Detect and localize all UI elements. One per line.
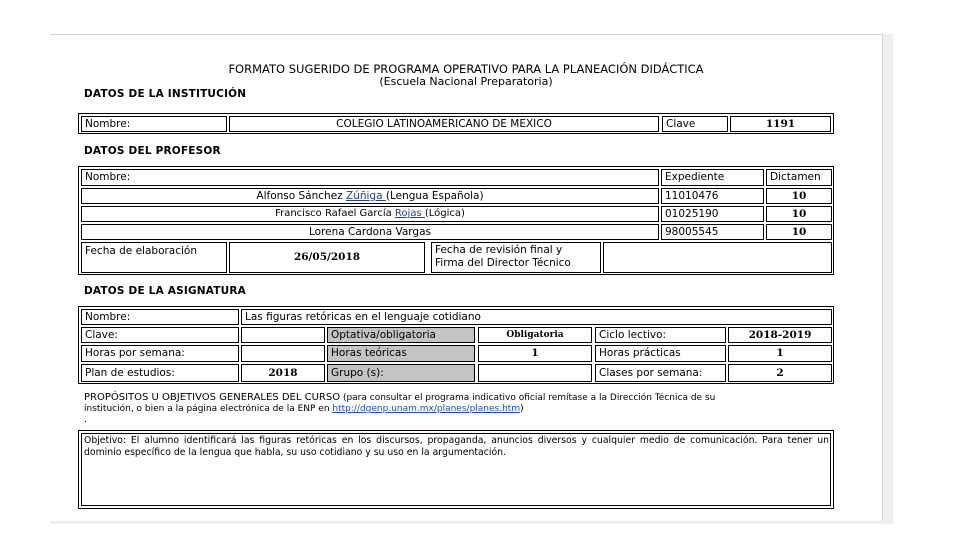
- institucion-nombre-value: COLEGIO LATINOAMERICANO DE MEXICO: [229, 116, 659, 132]
- profesor-name-underlined: Rojas: [394, 208, 425, 219]
- document-title: FORMATO SUGERIDO DE PROGRAMA OPERATIVO PARA LA PLANEACIÓN DIDÁCTICA: [228, 62, 704, 76]
- propositos-note-2: institución, o bien a la página electrónica de la ENP en: [84, 404, 333, 414]
- propositos-heading: PROPÓSITOS U OBJETIVOS GENERALES DEL CURSO: [84, 392, 341, 403]
- institucion-clave-value: 1191: [730, 116, 831, 132]
- profesor-row-expediente: 01025190: [661, 206, 764, 222]
- profesor-row-dictamen: 10: [766, 188, 832, 204]
- asignatura-nombre-value: Las figuras retóricas en el lenguaje cotidiano: [241, 309, 832, 325]
- document-page: [50, 34, 883, 521]
- document-subtitle: (Escuela Nacional Preparatoria): [379, 75, 553, 88]
- profesor-row-name: [81, 206, 659, 222]
- asignatura-horas-teoricas-value: 1: [478, 345, 592, 362]
- propositos-note-end: ): [520, 404, 524, 414]
- objetivo-text: Objetivo: El alumno identificará las figuras retóricas en los discursos, propaganda, anuncios diversos y cualquier medio de comunicación. Para tener un dominio específico de la lengua que habla, su uso cotidiano y su uso en la argumentación.: [84, 435, 829, 458]
- profesor-fecha-elaboracion-value: 26/05/2018: [229, 242, 425, 273]
- asignatura-grupo-label: Grupo (s):: [327, 364, 475, 382]
- profesor-name-subject: (Lengua Española): [385, 190, 484, 202]
- institucion-nombre-label: Nombre:: [81, 116, 227, 132]
- section-institucion-heading: DATOS DE LA INSTITUCIÓN: [84, 88, 247, 100]
- profesor-firma-cell: [603, 242, 832, 273]
- propositos-note-1: (para consultar el programa indicativo oficial remítase a la Dirección Técnica de su: [340, 393, 716, 403]
- section-asignatura-heading: DATOS DE LA ASIGNATURA: [84, 285, 246, 297]
- profesor-name-part: Lorena Cardona Vargas: [309, 226, 431, 238]
- asignatura-clases-label: Clases por semana:: [595, 364, 726, 382]
- institucion-clave-label: Clave: [662, 116, 728, 132]
- page-shadow-right: [883, 34, 893, 524]
- asignatura-clave-value: [241, 327, 325, 343]
- profesor-row-dictamen: 10: [766, 224, 832, 240]
- asignatura-horas-semana-label: Horas por semana:: [81, 345, 239, 362]
- profesor-row-name: [81, 224, 659, 240]
- asignatura-ciclo-value: 2018-2019: [728, 327, 832, 343]
- asignatura-horas-teoricas-label: Horas teóricas: [327, 345, 475, 362]
- profesor-fecha-elaboracion-label: Fecha de elaboración: [81, 242, 227, 273]
- asignatura-plan-label: Plan de estudios:: [81, 364, 239, 382]
- asignatura-horas-practicas-label: Horas prácticas: [595, 345, 726, 362]
- profesor-row-name: [81, 188, 659, 204]
- asignatura-grupo-value: [478, 364, 592, 382]
- profesor-expediente-label: Expediente: [661, 169, 764, 186]
- profesor-row-expediente: 11010476: [661, 188, 764, 204]
- asignatura-plan-value: 2018: [241, 364, 325, 382]
- asignatura-nombre-label: Nombre:: [81, 309, 239, 325]
- asignatura-clave-label: Clave:: [81, 327, 239, 343]
- profesor-name-part: Alfonso Sánchez: [256, 190, 347, 202]
- fecha-revision-line-2: Firma del Director Técnico: [435, 257, 571, 269]
- fecha-revision-line-1: Fecha de revisión final y: [435, 244, 563, 256]
- propositos-line-2: [84, 404, 844, 415]
- asignatura-horas-practicas-value: 1: [728, 345, 832, 362]
- profesor-row-dictamen: 10: [766, 206, 832, 222]
- propositos-line-1: [84, 392, 844, 404]
- asignatura-clases-value: 2: [728, 364, 832, 382]
- propositos-paragraph: [84, 392, 844, 426]
- asignatura-optativa-value: Obligatoria: [478, 327, 592, 343]
- enp-planes-link[interactable]: http://dgenp.unam.mx/planes/planes.htm: [332, 404, 521, 414]
- profesor-fecha-revision-label: [431, 242, 601, 273]
- profesor-name-underlined: Zúñiga: [346, 190, 386, 202]
- profesor-dictamen-label: Dictamen: [766, 169, 832, 186]
- asignatura-ciclo-label: Ciclo lectivo:: [595, 327, 726, 343]
- profesor-nombre-label: Nombre:: [81, 169, 659, 186]
- section-profesor-heading: DATOS DEL PROFESOR: [84, 145, 221, 157]
- profesor-name-subject: (Lógica): [424, 208, 465, 219]
- asignatura-optativa-label: Optativa/obligatoria: [327, 327, 475, 343]
- asignatura-horas-semana-value: [241, 345, 325, 362]
- profesor-name-part: Francisco Rafael García: [275, 208, 395, 219]
- profesor-row-expediente: 98005545: [661, 224, 764, 240]
- propositos-dot: .: [84, 415, 87, 425]
